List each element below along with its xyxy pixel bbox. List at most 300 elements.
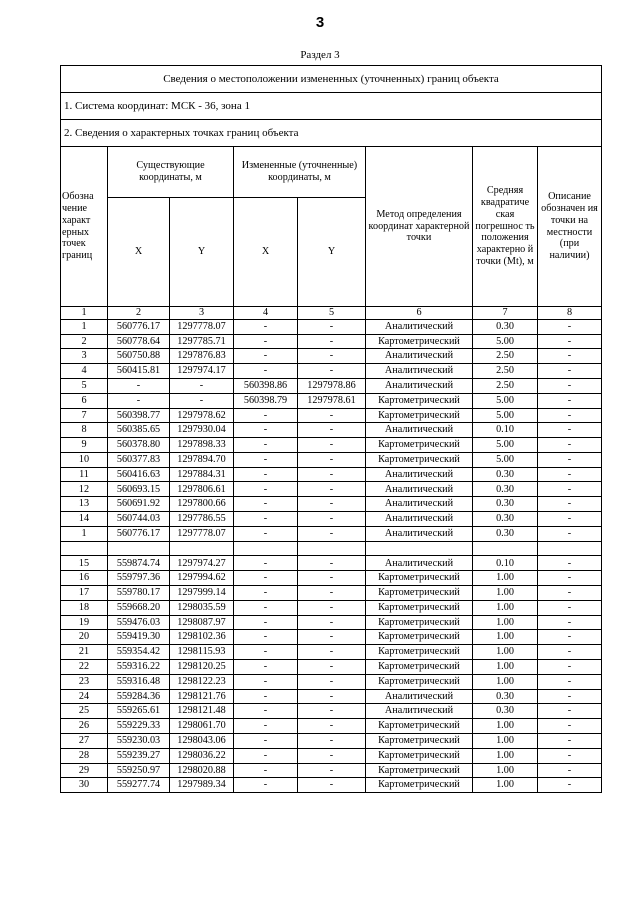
existing-x: 560776.17 [108,319,170,334]
description: - [538,704,602,719]
existing-x: - [108,393,170,408]
table-row [61,393,602,408]
empty-cell [234,541,298,556]
point-number: 4 [61,364,108,379]
error: 1.00 [473,571,538,586]
method: Картометрический [366,748,473,763]
description: - [538,438,602,453]
description: - [538,674,602,689]
existing-y: 1297989.34 [170,778,234,793]
table-row [61,423,602,438]
existing-x: 559230.03 [108,734,170,749]
changed-x: - [234,571,298,586]
method: Картометрический [366,615,473,630]
column-number: 6 [366,307,473,320]
changed-y: - [298,438,366,453]
error: 5.00 [473,334,538,349]
changed-x: - [234,674,298,689]
description: - [538,660,602,675]
changed-x: - [234,482,298,497]
method: Картометрический [366,452,473,467]
existing-y: - [170,378,234,393]
method: Картометрический [366,660,473,675]
changed-x: - [234,364,298,379]
changed-x: 560398.86 [234,378,298,393]
point-number: 26 [61,719,108,734]
method: Аналитический [366,349,473,364]
error: 0.30 [473,319,538,334]
table-row [61,497,602,512]
description: - [538,719,602,734]
changed-x: - [234,689,298,704]
existing-y: 1297786.55 [170,512,234,527]
empty-cell [170,541,234,556]
header-designation: Обозна чение характ ерных точек границ [61,147,108,307]
error: 0.30 [473,526,538,541]
point-number: 14 [61,512,108,527]
existing-x: 559780.17 [108,586,170,601]
boundary-points-table [60,65,602,793]
existing-y: 1298122.23 [170,674,234,689]
method: Картометрический [366,719,473,734]
method: Картометрический [366,645,473,660]
point-number: 20 [61,630,108,645]
error: 1.00 [473,630,538,645]
separator-row [61,541,602,556]
method: Картометрический [366,334,473,349]
point-number: 5 [61,378,108,393]
changed-y: 1297978.61 [298,393,366,408]
error: 0.30 [473,689,538,704]
method: Аналитический [366,497,473,512]
description: - [538,393,602,408]
changed-y: - [298,630,366,645]
changed-y: - [298,423,366,438]
description: - [538,364,602,379]
description: - [538,526,602,541]
table-row [61,452,602,467]
description: - [538,763,602,778]
method: Аналитический [366,482,473,497]
point-number: 7 [61,408,108,423]
method: Аналитический [366,364,473,379]
point-number: 30 [61,778,108,793]
existing-x: 560744.03 [108,512,170,527]
table-row [61,689,602,704]
method: Картометрический [366,408,473,423]
changed-x: - [234,778,298,793]
point-number: 6 [61,393,108,408]
existing-x: 560398.77 [108,408,170,423]
existing-x: 559797.36 [108,571,170,586]
existing-x: 559239.27 [108,748,170,763]
point-number: 8 [61,423,108,438]
error: 5.00 [473,393,538,408]
method: Аналитический [366,423,473,438]
changed-x: - [234,408,298,423]
existing-y: 1298121.76 [170,689,234,704]
description: - [538,586,602,601]
header-existing-x: X [108,198,170,307]
existing-y: 1298102.36 [170,630,234,645]
existing-x: 560415.81 [108,364,170,379]
changed-y: - [298,778,366,793]
point-number: 17 [61,586,108,601]
changed-y: - [298,660,366,675]
point-number: 22 [61,660,108,675]
changed-y: - [298,467,366,482]
existing-y: 1297884.31 [170,467,234,482]
changed-y: - [298,319,366,334]
existing-x: 559476.03 [108,615,170,630]
method: Аналитический [366,689,473,704]
point-number: 28 [61,748,108,763]
point-number: 11 [61,467,108,482]
point-number: 25 [61,704,108,719]
point-number: 29 [61,763,108,778]
table-row [61,763,602,778]
column-number: 7 [473,307,538,320]
table-row [61,349,602,364]
error: 0.10 [473,423,538,438]
table-row [61,512,602,527]
existing-y: - [170,393,234,408]
method: Картометрический [366,393,473,408]
method: Картометрический [366,630,473,645]
changed-x: 560398.79 [234,393,298,408]
changed-x: - [234,719,298,734]
changed-x: - [234,438,298,453]
existing-y: 1297778.07 [170,526,234,541]
existing-x: 559277.74 [108,778,170,793]
point-number: 10 [61,452,108,467]
empty-cell [366,541,473,556]
changed-x: - [234,645,298,660]
table-row [61,467,602,482]
header-changed: Измененные (уточненные) координаты, м [234,147,366,198]
table-row [61,408,602,423]
error: 0.30 [473,704,538,719]
existing-x: 560776.17 [108,526,170,541]
changed-x: - [234,467,298,482]
changed-y: - [298,615,366,630]
existing-y: 1297778.07 [170,319,234,334]
error: 5.00 [473,452,538,467]
changed-x: - [234,526,298,541]
changed-y: - [298,408,366,423]
table-row [61,778,602,793]
existing-x: 560778.64 [108,334,170,349]
description: - [538,689,602,704]
table-row [61,526,602,541]
existing-x: 560691.92 [108,497,170,512]
error: 5.00 [473,438,538,453]
coord-system: 1. Система координат: МСК - 36, зона 1 [61,93,602,120]
header-changed-x: X [234,198,298,307]
existing-y: 1297894.70 [170,452,234,467]
error: 1.00 [473,674,538,689]
changed-x: - [234,452,298,467]
column-number: 1 [61,307,108,320]
existing-y: 1297876.83 [170,349,234,364]
empty-cell [538,541,602,556]
point-number: 23 [61,674,108,689]
existing-y: 1298020.88 [170,763,234,778]
error: 1.00 [473,586,538,601]
error: 0.30 [473,482,538,497]
error: 1.00 [473,763,538,778]
point-number: 21 [61,645,108,660]
header-error: Средняя квадратиче ская погрешнос ть положения характерно й точки (Mt), м [473,147,538,307]
point-number: 9 [61,438,108,453]
changed-x: - [234,704,298,719]
existing-y: 1297898.33 [170,438,234,453]
description: - [538,482,602,497]
description: - [538,378,602,393]
changed-x: - [234,600,298,615]
existing-x: - [108,378,170,393]
page-number: 3 [315,14,325,31]
method: Картометрический [366,586,473,601]
description: - [538,319,602,334]
changed-x: - [234,497,298,512]
changed-y: - [298,734,366,749]
header-existing: Существующие координаты, м [108,147,234,198]
column-number: 4 [234,307,298,320]
table-row [61,586,602,601]
error: 1.00 [473,748,538,763]
changed-x: - [234,319,298,334]
changed-y: - [298,719,366,734]
changed-y: - [298,645,366,660]
existing-x: 560693.15 [108,482,170,497]
description: - [538,467,602,482]
existing-y: 1297999.14 [170,586,234,601]
empty-cell [473,541,538,556]
header-changed-y: Y [298,198,366,307]
changed-y: - [298,556,366,571]
changed-y: - [298,512,366,527]
changed-y: - [298,600,366,615]
column-number: 8 [538,307,602,320]
changed-x: - [234,748,298,763]
point-number: 16 [61,571,108,586]
existing-y: 1298121.48 [170,704,234,719]
method: Аналитический [366,704,473,719]
error: 5.00 [473,408,538,423]
changed-x: - [234,734,298,749]
point-number: 19 [61,615,108,630]
changed-y: - [298,452,366,467]
changed-x: - [234,763,298,778]
error: 1.00 [473,734,538,749]
table-row [61,630,602,645]
changed-y: - [298,674,366,689]
existing-y: 1298036.22 [170,748,234,763]
description: - [538,452,602,467]
table-row [61,571,602,586]
error: 1.00 [473,660,538,675]
error: 0.30 [473,512,538,527]
existing-x: 559316.22 [108,660,170,675]
method: Картометрический [366,438,473,453]
method: Аналитический [366,526,473,541]
existing-x: 559229.33 [108,719,170,734]
existing-x: 559265.61 [108,704,170,719]
description: - [538,630,602,645]
table-row [61,615,602,630]
method: Аналитический [366,378,473,393]
table-row [61,660,602,675]
changed-x: - [234,586,298,601]
error: 0.10 [473,556,538,571]
changed-x: - [234,556,298,571]
changed-x: - [234,630,298,645]
section-title: Раздел 3 [300,49,340,61]
table-row [61,364,602,379]
method: Картометрический [366,763,473,778]
changed-y: - [298,571,366,586]
changed-y: - [298,482,366,497]
point-number: 18 [61,600,108,615]
existing-y: 1297785.71 [170,334,234,349]
method: Аналитический [366,512,473,527]
method: Картометрический [366,571,473,586]
error: 2.50 [473,364,538,379]
point-number: 3 [61,349,108,364]
existing-y: 1297930.04 [170,423,234,438]
changed-y: - [298,704,366,719]
error: 1.00 [473,719,538,734]
description: - [538,349,602,364]
error: 1.00 [473,778,538,793]
method: Картометрический [366,778,473,793]
column-number: 2 [108,307,170,320]
existing-x: 560750.88 [108,349,170,364]
changed-x: - [234,423,298,438]
method: Картометрический [366,674,473,689]
changed-y: 1297978.86 [298,378,366,393]
changed-x: - [234,349,298,364]
existing-x: 559419.30 [108,630,170,645]
header-existing-y: Y [170,198,234,307]
description: - [538,408,602,423]
description: - [538,334,602,349]
existing-x: 560416.63 [108,467,170,482]
changed-y: - [298,763,366,778]
table-row [61,438,602,453]
description: - [538,645,602,660]
error: 2.50 [473,349,538,364]
point-number: 2 [61,334,108,349]
table-row [61,734,602,749]
changed-y: - [298,586,366,601]
method: Аналитический [366,467,473,482]
changed-y: - [298,349,366,364]
description: - [538,497,602,512]
error: 0.30 [473,497,538,512]
error: 1.00 [473,615,538,630]
method: Картометрический [366,600,473,615]
changed-x: - [234,615,298,630]
point-number: 15 [61,556,108,571]
existing-y: 1297806.61 [170,482,234,497]
description: - [538,556,602,571]
table-row [61,645,602,660]
existing-x: 560377.83 [108,452,170,467]
existing-y: 1297974.17 [170,364,234,379]
method: Картометрический [366,734,473,749]
description: - [538,512,602,527]
table-row [61,704,602,719]
existing-y: 1298043.06 [170,734,234,749]
existing-x: 559354.42 [108,645,170,660]
column-number: 3 [170,307,234,320]
description: - [538,615,602,630]
method: Аналитический [366,319,473,334]
changed-y: - [298,526,366,541]
changed-y: - [298,497,366,512]
existing-x: 559316.48 [108,674,170,689]
existing-y: 1297800.66 [170,497,234,512]
table-row [61,482,602,497]
changed-y: - [298,748,366,763]
table-row [61,600,602,615]
table-title: Сведения о местоположении измененных (уточненных) границ объекта [61,66,602,93]
header-method: Метод определения координат характерной точки [366,147,473,307]
existing-y: 1298087.97 [170,615,234,630]
description: - [538,423,602,438]
existing-x: 560385.65 [108,423,170,438]
existing-x: 559668.20 [108,600,170,615]
point-number: 13 [61,497,108,512]
point-number: 12 [61,482,108,497]
empty-cell [298,541,366,556]
error: 0.30 [473,467,538,482]
point-number: 1 [61,319,108,334]
description: - [538,734,602,749]
point-number: 27 [61,734,108,749]
table-row [61,319,602,334]
existing-y: 1298115.93 [170,645,234,660]
existing-y: 1298035.59 [170,600,234,615]
existing-x: 559250.97 [108,763,170,778]
point-number: 1 [61,526,108,541]
table-row [61,334,602,349]
existing-x: 559874.74 [108,556,170,571]
changed-x: - [234,512,298,527]
existing-y: 1298120.25 [170,660,234,675]
header-description: Описание обозначен ия точки на местности (при наличии) [538,147,602,307]
description: - [538,600,602,615]
description: - [538,748,602,763]
method: Аналитический [366,556,473,571]
column-number: 5 [298,307,366,320]
changed-y: - [298,364,366,379]
table-row [61,748,602,763]
error: 1.00 [473,600,538,615]
existing-y: 1297994.62 [170,571,234,586]
empty-cell [61,541,108,556]
existing-y: 1297974.27 [170,556,234,571]
changed-x: - [234,334,298,349]
table-row [61,674,602,689]
description: - [538,571,602,586]
point-number: 24 [61,689,108,704]
existing-y: 1298061.70 [170,719,234,734]
table-row [61,719,602,734]
changed-y: - [298,334,366,349]
